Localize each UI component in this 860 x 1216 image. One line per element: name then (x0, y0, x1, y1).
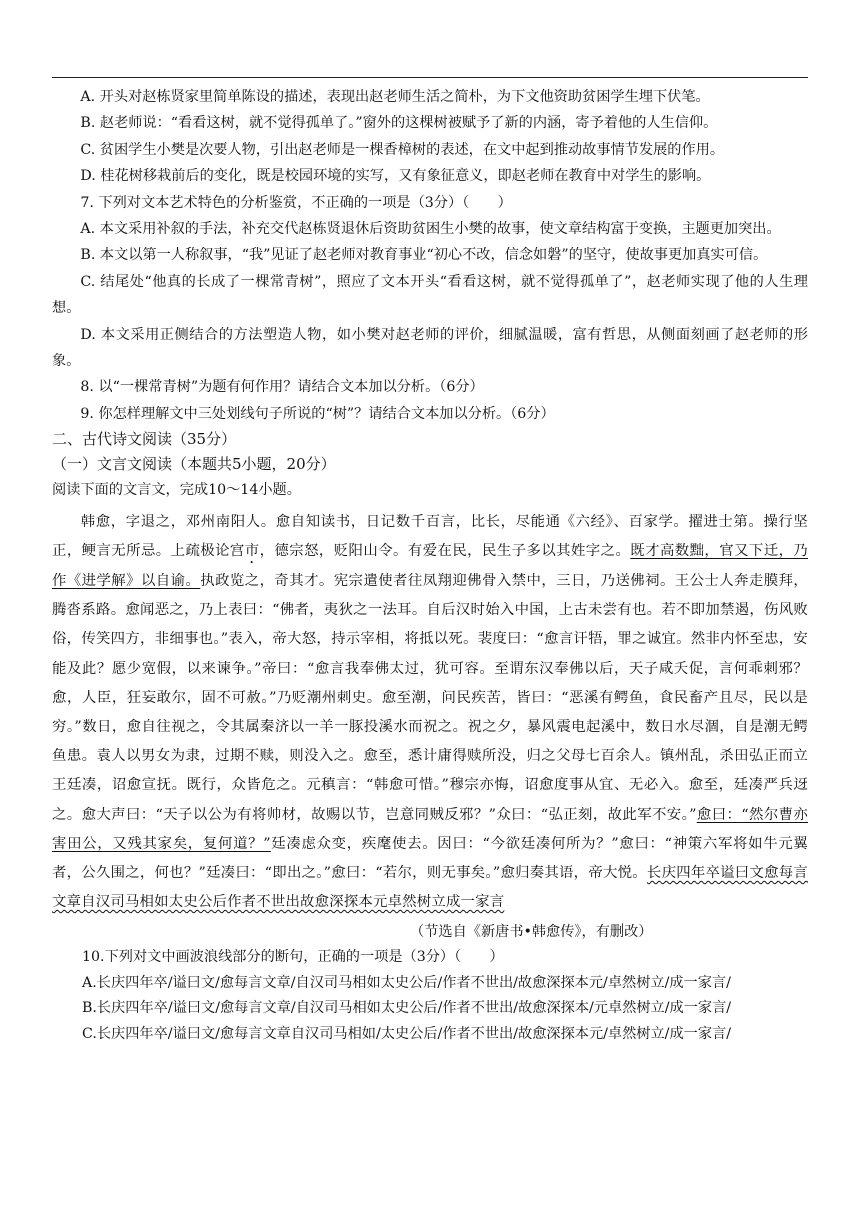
q6-option-c: C. 贫困学生小樊是次要人物，引出赵老师是一棵香樟树的表述，在文中起到推动故事情节发展的作用。 (80, 141, 725, 158)
q6-option-a: A. 开头对赵栋贤家里简单陈设的描述，表现出赵老师生活之简朴，为下文他资助贫困学生埋下伏笔。 (80, 89, 710, 105)
q9-stem: 9. 你怎样理解文中三处划线句子所说的“树”？请结合文本加以分析。（6分） (80, 405, 555, 422)
q10-option-c: C.长庆四年卒/谥曰文/愈每言文章自汉司马相如/太史公后/作者不世出/故愈深探本元/卓然树立/成一家言/ (82, 1025, 731, 1042)
passage-part-1b: ，德宗怒，贬阳山令。有爱在民，民生子多以其姓字之。 (259, 542, 631, 559)
wavy-underlined-text: 长庆四年卒谥曰文愈每言文章自汉司马相如太史公后作者不世出故愈深探本元卓然树立成一家言 (52, 864, 808, 911)
q6-option-b: B. 赵老师说：“看看这树，就不觉得孤单了。”窗外的这棵树被赋予了新的内涵，寄予着他的人生信仰。 (80, 115, 718, 132)
q10-option-b: B.长庆四年卒/谥曰文/愈每言文章/自汉司马相如太史公后/作者不世出/故愈深探本/元卓然树立/成一家言/ (82, 1000, 732, 1017)
q7-stem: 7. 下列对文本艺术特色的分析鉴赏，不正确的一项是（3分）（ ） (80, 194, 512, 211)
underlined-sentence-1: 既才高数黜，官又下迁，乃作《进学解》以自谕。 (52, 542, 808, 589)
emphasis-dot-char: 市 (244, 542, 260, 559)
q7-option-b: B. 本文以第一人称叙事，“我”见证了赵老师对教育事业“初心不改，信念如磐”的坚守，使故事更加真实可信。 (80, 247, 768, 264)
page-content (52, 84, 808, 1047)
reading-instruction: 阅读下面的文言文，完成10～14小题。 (52, 482, 301, 499)
passage-part-3: 廷凑虑众变，疾麾使去。因曰：“今欲廷凑何所为？”愈曰：“神策六军将如牛元翼者，公久围之，何也？”廷凑曰：“即出之。”愈曰：“若尔，则无事矣。”愈归奏其语，帝大悦。 (52, 835, 808, 881)
q6-option-d: D. 桂花树移栽前后的变化，既是校园环境的实写，又有象征意义，即赵老师在教育中对学生的影响。 (80, 168, 711, 185)
q10-stem: 10.下列对文中画波浪线部分的断句，正确的一项是（3分）（ ） (82, 949, 504, 966)
subsection-heading: （一）文言文阅读（本题共5小题，20分） (52, 455, 336, 474)
header-rule (52, 77, 808, 78)
q7-option-d: D. 本文采用正侧结合的方法塑造人物，如小樊对赵老师的评价，细腻温暖，富有哲思，从侧面刻画了赵老师的形象。 (52, 326, 808, 370)
underlined-sentence-2: 愈曰：“然尔曹亦害田公，又残其家矣，复何道？” (52, 806, 808, 852)
q7-option-a: A. 本文采用补叙的手法，补充交代赵栋贤退休后资助贫困生小樊的故事，使文章结构富于变换，主题更加突出。 (80, 221, 781, 238)
q10-option-a: A.长庆四年卒/谥曰文/愈每言文章/自汉司马相如太史公后/作者不世出/故愈深探本元/卓然树立/成一家言/ (82, 974, 731, 991)
q8-stem: 8. 以“一棵常青树”为题有何作用？请结合文本加以分析。（6分） (80, 379, 484, 396)
classical-passage (52, 508, 808, 918)
q7-option-c: C. 结尾处“他真的长成了一棵常青树”，照应了文本开头“看看这树，就不觉得孤单了”，赵老师实现了他的人生理想。 (52, 273, 808, 317)
passage-source: （节选自《新唐书•韩愈传》，有删改） (410, 924, 653, 941)
passage-part-1: 韩愈，字退之，邓州南阳人。愈自知读书，日记数千百言，比长，尽能通《六经》、百家学。擢进士第。操行坚正，鲠言无所忌。上疏极论宫 (52, 513, 808, 559)
section-heading: 二、古代诗文阅读（35分） (52, 430, 237, 449)
passage-part-2: 执政览之，奇其才。宪宗遣使者往凤翔迎佛骨入禁中，三日，乃送佛祠。王公士人奔走膜拜，腾沓系路。愈闻恶之，乃上表曰：“佛者，夷狄之一法耳。自后汉时始入中国，上古未尝有也。若不即加禁遏，伤风败俗，传笑四方，非细事也。”表入，帝大怒，持示宰相，将抵以死。裴度曰：“愈言讦牾，罪之诚宜。然非内怀至忠，安能及此？愿少宽假，以来谏争。”帝曰：“愈言我奉佛太过，犹可容。至谓东汉奉佛以后，天子咸夭促，言何乖刺邪？愈，人臣，狂妄敢尔，固不可赦。”乃贬潮州刺史。愈至潮，问民疾苦，皆曰：“恶溪有鳄鱼，食民畜产且尽，民以是穷。”数日，愈自往视之，令其属秦济以一羊一豚投溪水而祝之。祝之夕，暴风震电起溪中，数日水尽涸，自是潮无鳄鱼患。袁人以男女为隶，过期不赎，则没入之。愈至，悉计庸得赎所没，归之父母七百余人。镇州乱，杀田弘正而立王廷凑，诏愈宣抚。既行，众皆危之。元稹言：“韩愈可惜。”穆宗亦悔，诏愈度事从宜、无必入。愈至，廷凑严兵迓之。愈大声曰：“天子以公为有将帅材，故赐以节，岂意同贼反邪？”众曰：“弘正刻，故此军不安。” (52, 572, 808, 823)
